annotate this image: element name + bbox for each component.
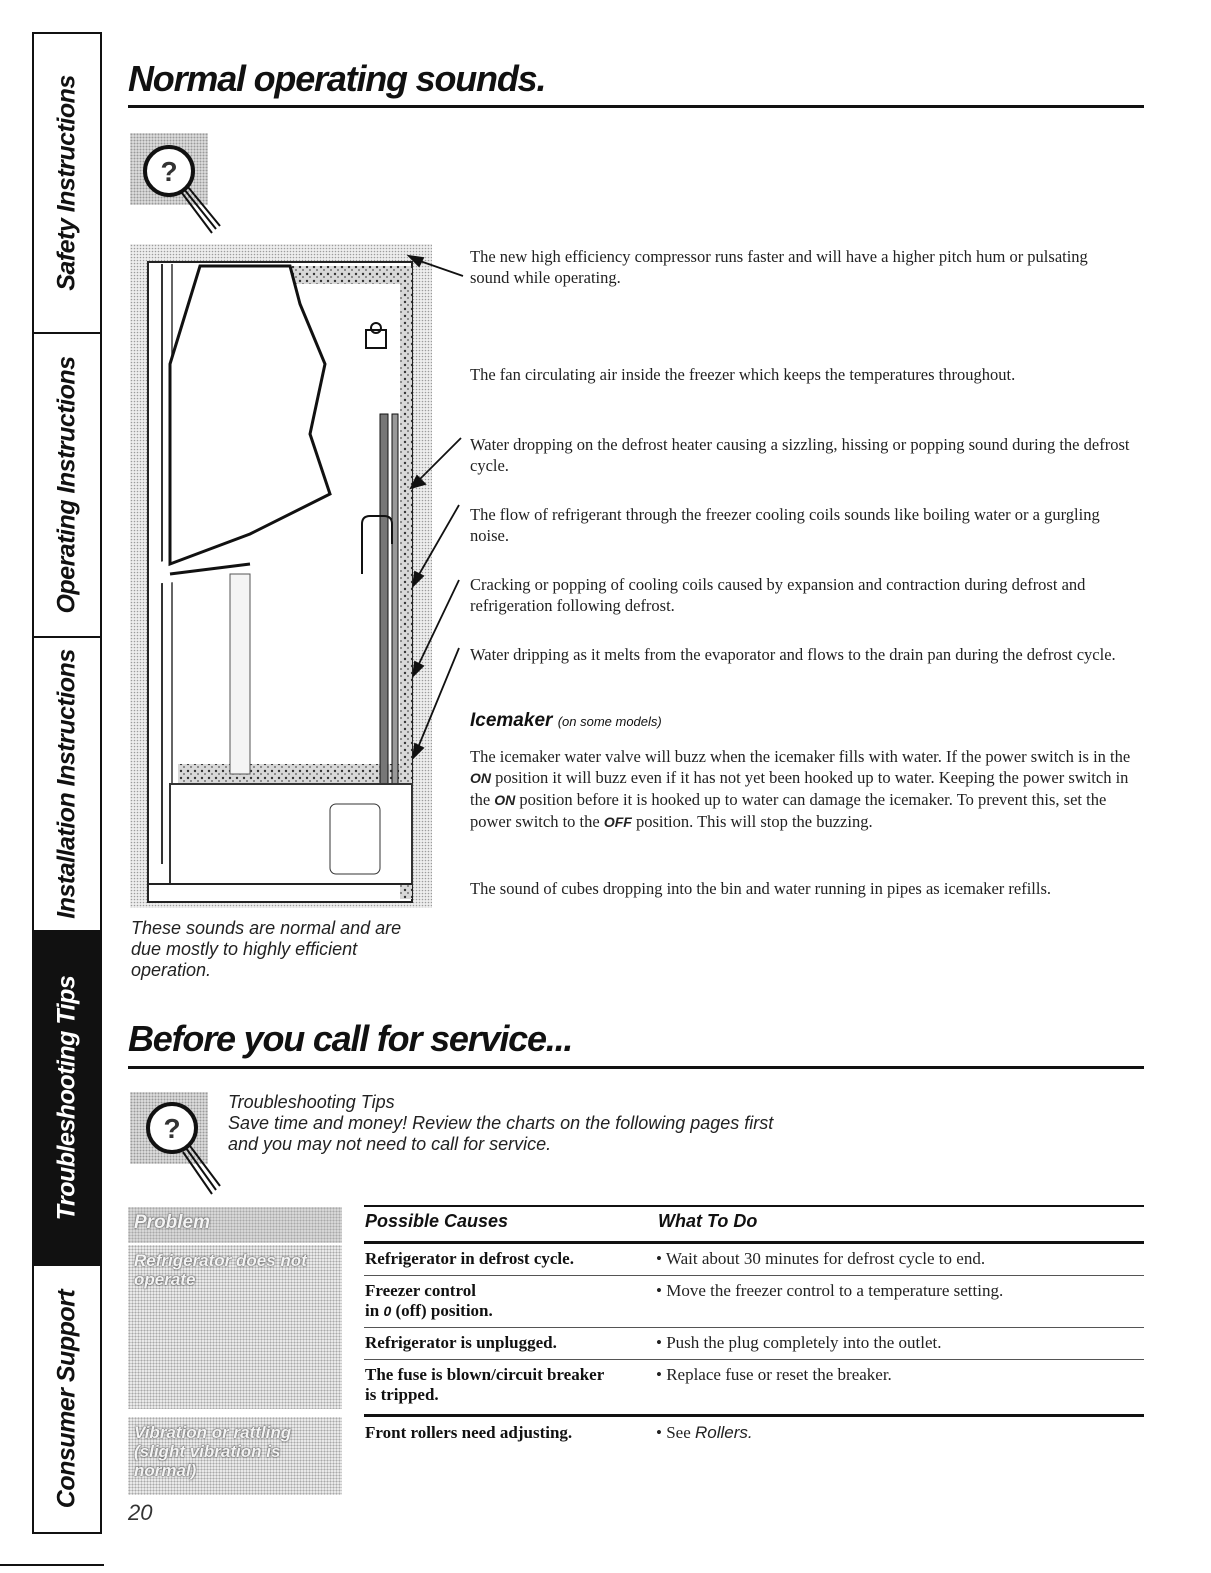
- question-help-icon: [130, 1092, 210, 1182]
- page-number: 20: [128, 1500, 153, 1525]
- tab-safety-instructions[interactable]: [34, 34, 100, 334]
- tip-body: Save time and money! Review the charts on the following pages first and you may not need to call for service.: [228, 1113, 774, 1154]
- callout-arrows: [395, 250, 475, 770]
- icemaker-heading: Icemaker (on some models): [470, 710, 662, 731]
- cause-cell: Refrigerator is unplugged.: [365, 1333, 557, 1352]
- refrigerant-flow-sound-text: The flow of refrigerant through the freezer cooling coils sounds like boiling water or a gurgling noise.: [470, 505, 1100, 545]
- troubleshooting-table: [128, 1205, 1144, 1495]
- problem-cell: Vibration or rattling (slight vibration is normal): [128, 1417, 342, 1495]
- tab-label: Operating Instructions: [52, 356, 81, 614]
- rollers-reference[interactable]: Rollers.: [695, 1423, 753, 1442]
- tab-label: Safety Instructions: [52, 75, 81, 291]
- tab-consumer-support[interactable]: [34, 1266, 100, 1532]
- title-rule: [128, 105, 1144, 108]
- row-rule: [364, 1359, 1144, 1360]
- cause-cell: Refrigerator in defrost cycle.: [365, 1249, 574, 1268]
- troubleshooting-tip: [228, 1092, 788, 1155]
- tab-operating-instructions[interactable]: [34, 334, 100, 638]
- sounds-section-title: Normal operating sounds.: [128, 58, 546, 99]
- compressor-sound-text: The new high efficiency compressor runs faster and will have a higher pitch hum or pulsating sound while operating.: [470, 247, 1088, 287]
- cause-cell: Front rollers need adjusting.: [365, 1423, 573, 1442]
- cause-cell: The fuse is blown/circuit breaker is tripped.: [365, 1365, 604, 1404]
- tab-label: Consumer Support: [52, 1289, 81, 1509]
- problem-cell: Refrigerator does not operate: [128, 1245, 342, 1409]
- problem-column-header: Problem: [128, 1207, 342, 1243]
- icemaker-refill-text: The sound of cubes dropping into the bin and water running in pipes as icemaker refills.: [470, 879, 1052, 898]
- todo-cell: • Wait about 30 minutes for defrost cycle to end.: [656, 1249, 986, 1268]
- tab-installation-instructions[interactable]: [34, 638, 100, 932]
- row-rule: [364, 1275, 1144, 1276]
- refrigerator-illustration: [130, 244, 432, 908]
- tab-troubleshooting-tips[interactable]: [34, 932, 100, 1266]
- table-top-rule: [364, 1205, 1144, 1207]
- icemaker-buzz-text: The icemaker water valve will buzz when the icemaker fills with water. If the power switch is in the ON position it will buzz even if it has not yet been hooked up to water. Keeping the power switch in the ON position before it is hooked up to water can damage the icemaker. To prevent this, set the power switch to the OFF position. This will stop the buzzing.: [470, 747, 1131, 831]
- tab-label: Troubleshooting Tips: [52, 975, 81, 1221]
- todo-cell: • See Rollers.: [656, 1423, 753, 1442]
- coil-cracking-sound-text: Cracking or popping of cooling coils caused by expansion and contraction during defrost and refrigeration following defrost.: [470, 575, 1086, 615]
- tip-heading: Troubleshooting Tips: [228, 1092, 395, 1112]
- cause-cell: Freezer control in 0 (off) position.: [365, 1281, 493, 1320]
- todo-cell: • Push the plug completely into the outlet.: [656, 1333, 942, 1352]
- svg-text:?: ?: [163, 1113, 181, 1144]
- tab-label: Installation Instructions: [52, 649, 81, 919]
- service-section-title: Before you call for service...: [128, 1018, 573, 1059]
- header-rule: [364, 1241, 1144, 1244]
- todo-cell: • Move the freezer control to a temperature setting.: [656, 1281, 1004, 1300]
- question-help-icon: [130, 133, 210, 223]
- causes-column-header: Possible Causes: [365, 1211, 509, 1231]
- water-dripping-sound-text: Water dripping as it melts from the evaporator and flows to the drain pan during the defrost cycle.: [470, 645, 1116, 664]
- defrost-heater-sound-text: Water dropping on the defrost heater causing a sizzling, hissing or popping sound during the defrost cycle.: [470, 435, 1130, 475]
- side-tab-bar: [32, 32, 102, 1534]
- row-rule: [364, 1327, 1144, 1328]
- footer-rule: [0, 1564, 104, 1566]
- svg-text:?: ?: [160, 156, 178, 187]
- icemaker-note: (on some models): [557, 714, 662, 729]
- sounds-caption: These sounds are normal and are due mostly to highly efficient operation.: [131, 918, 402, 980]
- todo-column-header: What To Do: [658, 1211, 758, 1231]
- fan-sound-text: The fan circulating air inside the freezer which keeps the temperatures throughout.: [470, 365, 1016, 384]
- service-title-rule: [128, 1066, 1144, 1069]
- problem-rule: [364, 1414, 1144, 1417]
- todo-cell: • Replace fuse or reset the breaker.: [656, 1365, 892, 1384]
